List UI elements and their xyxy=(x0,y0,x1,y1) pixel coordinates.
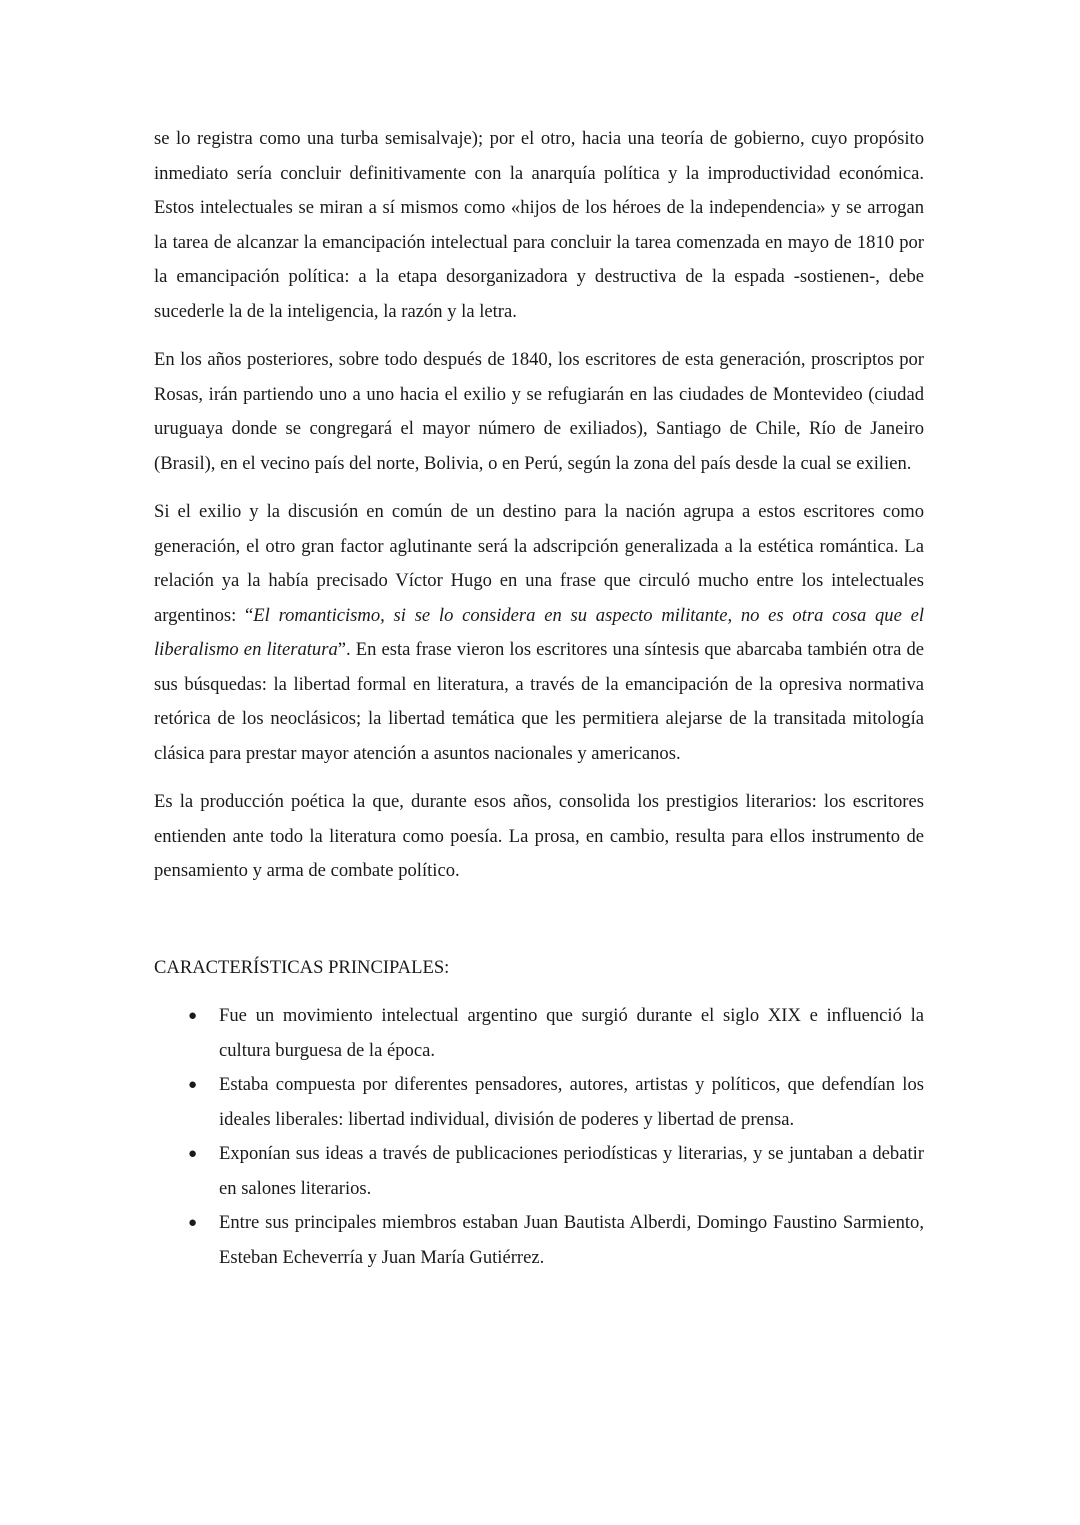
paragraph-2: En los años posteriores, sobre todo después de 1840, los escritores de esta generación, proscriptos por Rosas, irán partiendo uno a uno hacia el exilio y se refugiarán en las ciudades de Montevideo (ciudad uruguaya donde se congregará el mayor número de exiliados), Santiago de Chile, Río de Janeiro (Brasil), en el vecino país del norte, Bolivia, o en Perú, según la zona del país desde la cual se exilien. xyxy=(154,349,924,474)
list-item xyxy=(154,1137,924,1206)
list-item xyxy=(154,1206,924,1275)
bullet-icon: ● xyxy=(188,1146,198,1162)
bullet-icon: ● xyxy=(188,1008,198,1024)
list-item-text: Fue un movimiento intelectual argentino que surgió durante el siglo XIX e influenció la cultura burguesa de la época. xyxy=(219,1005,924,1061)
bullet-icon: ● xyxy=(188,1215,198,1231)
paragraph-3 xyxy=(154,495,924,771)
list-item-text: Exponían sus ideas a través de publicaciones periodísticas y literarias, y se juntaban a debatir en salones literarios. xyxy=(219,1143,924,1199)
paragraph-3-lead: Si el exilio y la discusión en común de un destino para la nación agrupa a estos escritores como generación, el otro gran factor aglutinante será la adscripción generalizada a la estética romántica. La relación ya la había precisado Víctor Hugo en una frase que circuló mucho entre los intelectuales argentinos: “ xyxy=(154,501,924,626)
paragraph-4: Es la producción poética la que, durante esos años, consolida los prestigios literarios: los escritores entienden ante todo la literatura como poesía. La prosa, en cambio, resulta para ellos instrumento de pensamiento y arma de combate político. xyxy=(154,791,924,881)
list-item xyxy=(154,1068,924,1137)
victor-hugo-quote: El romanticismo, si se lo considera en su aspecto militante, no es otra cosa que el liberalismo en literatura xyxy=(154,604,925,660)
document-page xyxy=(154,122,924,1275)
features-list xyxy=(154,999,924,1275)
bullet-icon: ● xyxy=(188,1077,198,1093)
paragraph-1: se lo registra como una turba semisalvaje); por el otro, hacia una teoría de gobierno, cuyo propósito inmediato sería concluir definitivamente con la anarquía política y la improductividad económica. Estos intelectuales se miran a sí mismos como «hijos de los héroes de la independencia» y se arrogan la tarea de alcanzar la emancipación intelectual para concluir la tarea comenzada en mayo de 1810 por la emancipación política: a la etapa desorganizadora y destructiva de la espada -sostienen-, debe sucederle la de la inteligencia, la razón y la letra. xyxy=(154,128,924,322)
section-heading: CARACTERÍSTICAS PRINCIPALES: xyxy=(154,956,450,978)
list-item-text: Entre sus principales miembros estaban Juan Bautista Alberdi, Domingo Faustino Sarmiento, Esteban Echeverría y Juan María Gutiérrez. xyxy=(219,1212,924,1268)
list-item-text: Estaba compuesta por diferentes pensadores, autores, artistas y políticos, que defendían los ideales liberales: libertad individual, división de poderes y libertad de prensa. xyxy=(219,1074,924,1130)
list-item xyxy=(154,999,924,1068)
paragraph-3-rest: ”. En esta frase vieron los escritores una síntesis que abarcaba también otra de sus búsquedas: la libertad formal en literatura, a través de la emancipación de la opresiva normativa retórica de los neoclásicos; la libertad temática que les permitiera alejarse de la transitada mitología clásica para prestar mayor atención a asuntos nacionales y americanos. xyxy=(154,639,924,764)
